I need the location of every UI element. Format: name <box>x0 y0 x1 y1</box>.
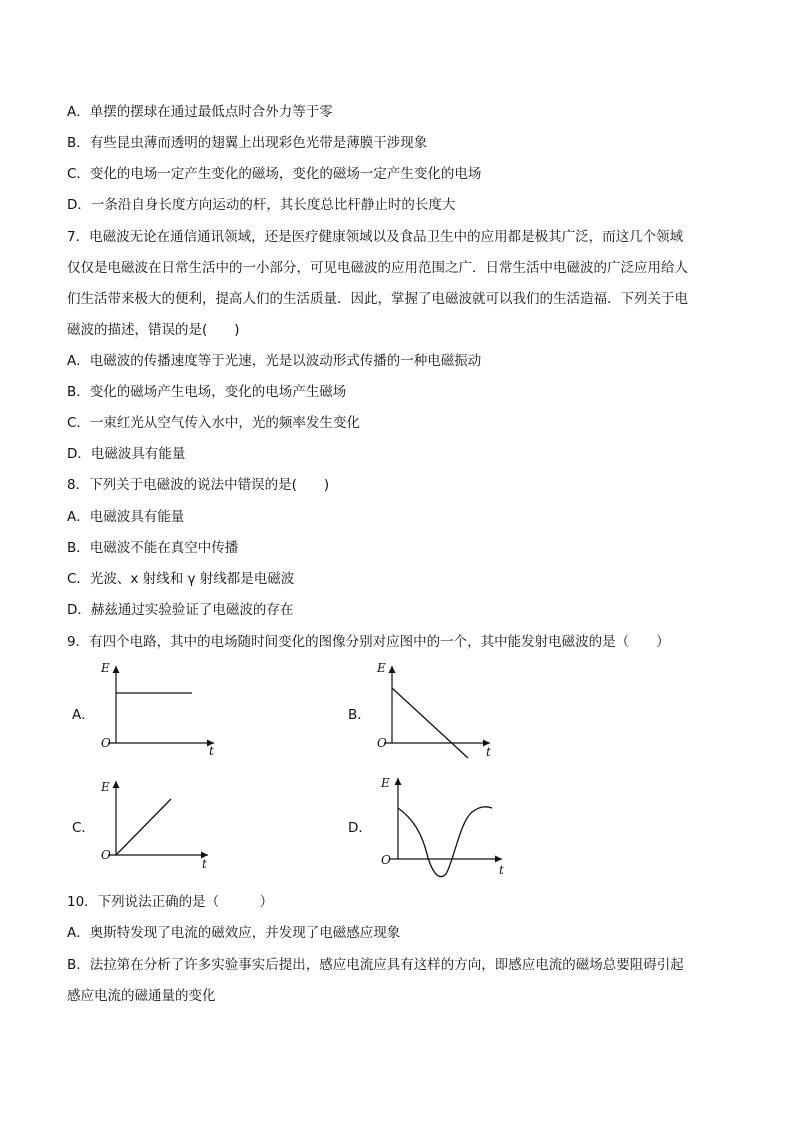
q7-stem-line-1: 7．电磁波无论在通信通讯领域，还是医疗健康领域以及食品卫生中的应用都是极其广泛，而这几个领域 <box>67 229 684 245</box>
q8-option-d: D．赫兹通过实验验证了电磁波的存在 <box>67 602 294 618</box>
graph-a-x-label: t <box>209 744 214 758</box>
graph-b-origin: O <box>377 736 387 750</box>
graph-b-curve <box>392 688 468 758</box>
q6-option-c: C．变化的电场一定产生变化的磁场，变化的磁场一定产生变化的电场 <box>67 166 482 182</box>
graph-c <box>96 775 216 875</box>
graph-c-curve <box>116 799 171 855</box>
graph-c-y-label: E <box>101 780 110 794</box>
graph-a-label: A． <box>72 707 95 723</box>
q7-stem-line-2: 仅仅是电磁波在日常生活中的一小部分，可见电磁波的应用范围之广．日常生活中电磁波的广泛应用给人 <box>67 260 688 276</box>
graph-c-label: C． <box>72 820 95 836</box>
q7-stem-line-4: 磁波的描述，错误的是( ) <box>67 322 240 338</box>
graph-d <box>372 770 512 880</box>
q9-stem: 9．有四个电路，其中的电场随时间变化的图像分别对应图中的一个，其中能发射电磁波的是（ ） <box>67 634 670 650</box>
graph-d-curve <box>398 807 492 877</box>
q8-option-c: C．光波、x 射线和 γ 射线都是电磁波 <box>67 571 295 587</box>
graph-b <box>372 658 502 763</box>
graph-d-label: D． <box>348 820 372 836</box>
q10-option-b-line-1: B．法拉第在分析了许多实验事实后提出，感应电流应具有这样的方向，即感应电流的磁场总要阻碍引起 <box>67 957 684 973</box>
graph-d-origin: O <box>381 853 391 867</box>
graph-a-origin: O <box>101 736 111 750</box>
q6-option-d: D．一条沿自身长度方向运动的杆，其长度总比杆静止时的长度大 <box>67 197 456 213</box>
q10-option-b-line-2: 感应电流的磁通量的变化 <box>67 988 216 1004</box>
q6-option-b: B．有些昆虫薄而透明的翅翼上出现彩色光带是薄膜干涉现象 <box>67 135 428 151</box>
graph-c-origin: O <box>101 848 111 862</box>
q10-stem: 10．下列说法正确的是（ ） <box>67 894 274 910</box>
q7-option-c: C．一束红光从空气传入水中，光的频率发生变化 <box>67 415 360 431</box>
q8-option-b: B．电磁波不能在真空中传播 <box>67 540 239 556</box>
q7-option-d: D．电磁波具有能量 <box>67 446 186 462</box>
q8-option-a: A．电磁波具有能量 <box>67 509 185 525</box>
graph-c-x-label: t <box>202 857 207 871</box>
q7-option-b: B．变化的磁场产生电场，变化的电场产生磁场 <box>67 384 347 400</box>
graph-d-y-label: E <box>381 776 390 790</box>
q8-stem: 8．下列关于电磁波的说法中错误的是( ) <box>67 477 330 493</box>
q10-option-a: A．奥斯特发现了电流的磁效应，并发现了电磁感应现象 <box>67 925 401 941</box>
graph-a <box>96 658 226 758</box>
q6-option-a: A．单摆的摆球在通过最低点时合外力等于零 <box>67 104 333 120</box>
graph-b-y-label: E <box>377 661 386 675</box>
graph-b-label: B． <box>348 707 371 723</box>
q7-stem-line-3: 们生活带来极大的便利，提高人们的生活质量．因此，掌握了电磁波就可以我们的生活造福．下列关于电 <box>67 291 688 307</box>
graph-a-y-label: E <box>101 661 110 675</box>
q7-option-a: A．电磁波的传播速度等于光速，光是以波动形式传播的一种电磁振动 <box>67 353 482 369</box>
graph-d-x-label: t <box>499 863 504 877</box>
graph-b-x-label: t <box>486 745 491 759</box>
